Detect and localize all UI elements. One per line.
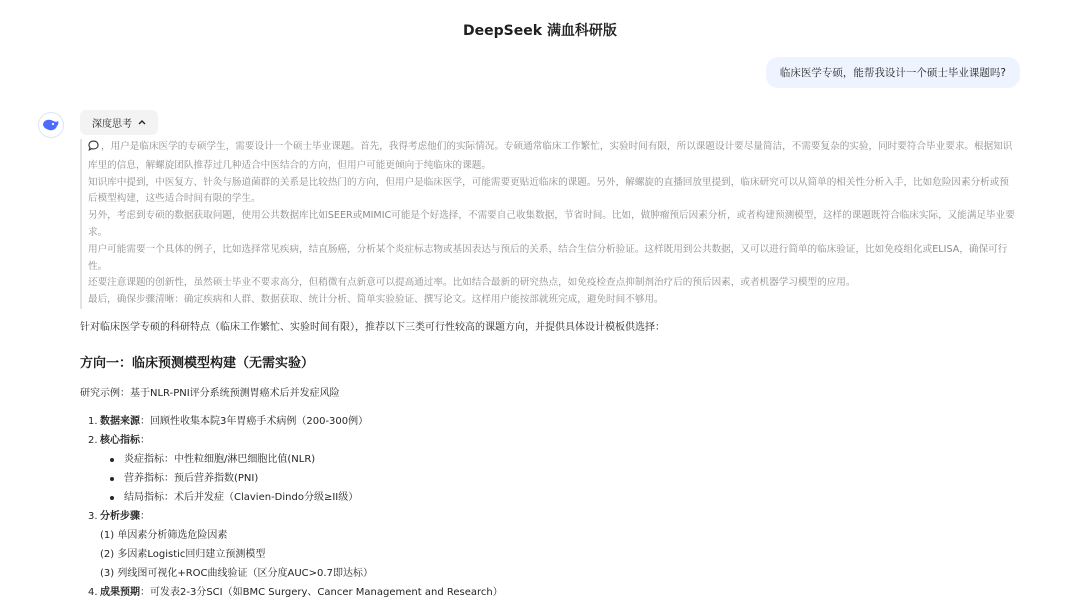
list-item: 4. 成果预期 ：可发表2-3分SCI（如BMC Surgery、Cancer Management and Research） bbox=[88, 587, 503, 598]
indicator-list bbox=[88, 450, 988, 507]
analysis-step: (1) 单因素分析筛选危险因素 bbox=[100, 530, 228, 541]
thinking-content bbox=[80, 139, 1018, 309]
analysis-step: (3) 列线图可视化+ROC曲线验证（区分度AUC>0.7即达标） bbox=[100, 568, 373, 579]
list-item: 营养指标：预后营养指数(PNI) bbox=[88, 469, 988, 488]
thinking-paragraph: ，用户是临床医学的专硕学生，需要设计一个硕士毕业课题。首先，我得考虑他们的实际情况。专硕通常临床工作繁忙，实验时间有限，所以课题设计要尽量简洁，不需要复杂的实验，同时要符合毕业要求。根据知识库里的信息，解螺旋团队推荐过几种适合中医结合的方向，但用户可能更倾向于纯临床的课题。 bbox=[88, 141, 1013, 171]
thinking-paragraph: 知识库中提到，中医复方、针灸与肠道菌群的关系是比较热门的方向，但用户是临床医学，可能需要更贴近临床的课题。另外，解螺旋的直播回放里提到，临床研究可以从简单的相关性分析入手，比如危险因素分析或预后模型构建，这些适合时间有限的学生。 bbox=[88, 176, 1009, 205]
analysis-step: (2) 多因素Logistic回归建立预测模型 bbox=[100, 549, 266, 560]
research-example: 研究示例：基于NLR-PNI评分系统预测胃癌术后并发症风险 bbox=[80, 388, 340, 399]
direction-heading: 方向一：临床预测模型构建（无需实验） bbox=[80, 356, 315, 371]
list-item: 3. 分析步骤 ： bbox=[88, 511, 150, 522]
user-message: 临床医学专硕，能帮我设计一个硕士毕业课题吗? bbox=[766, 57, 1020, 88]
deepseek-whale-icon bbox=[38, 112, 64, 138]
list-item: 炎症指标：中性粒细胞/淋巴细胞比值(NLR) bbox=[88, 450, 988, 469]
app-title: DeepSeek 满血科研版 bbox=[463, 23, 617, 39]
list-item: 1. 数据来源 ：回顾性收集本院3年胃癌手术病例（200-300例） bbox=[88, 416, 369, 427]
thinking-paragraph: 用户可能需要一个具体的例子，比如选择常见疾病，结直肠癌，分析某个炎症标志物或基因表达与预后的关系，结合生信分析验证。这样既用到公共数据，又可以进行简单的临床验证，比如免疫组化或ELISA，确保可行性。 bbox=[88, 243, 1008, 272]
design-detail bbox=[88, 412, 988, 602]
deep-think-label: 深度思考 bbox=[92, 119, 132, 130]
thinking-paragraph: 最后，确保步骤清晰：确定疾病和人群、数据获取、统计分析、简单实验验证、撰写论文。这样用户能按部就班完成，避免时间不够用。 bbox=[88, 294, 664, 306]
list-item: 结局指标：术后并发症（Clavien-Dindo分级≥II级） bbox=[88, 488, 988, 507]
deep-think-toggle[interactable] bbox=[80, 110, 158, 135]
thinking-paragraph: 另外，考虑到专硕的数据获取问题，使用公共数据库比如SEER或MIMIC可能是个好选择，不需要自己收集数据，节省时间。比如，做肿瘤预后因素分析，或者构建预测模型，这样的课题既符合临床实际，又能满足毕业要求。 bbox=[88, 210, 1015, 238]
speech-bubble-icon bbox=[88, 140, 99, 158]
chevron-up-icon bbox=[138, 118, 146, 128]
list-item: 2. 核心指标 ： bbox=[88, 435, 150, 446]
thinking-paragraph: 还要注意课题的创新性，虽然硕士毕业不要求高分，但稍微有点新意可以提高通过率。比如结合最新的研究热点，如免疫检查点抑制剂治疗后的预后因素，或者机器学习模型的应用。 bbox=[88, 277, 856, 289]
answer-intro: 针对临床医学专硕的科研特点（临床工作繁忙、实验时间有限），推荐以下三类可行性较高的课题方向，并提供具体设计模板供选择： bbox=[80, 322, 665, 333]
